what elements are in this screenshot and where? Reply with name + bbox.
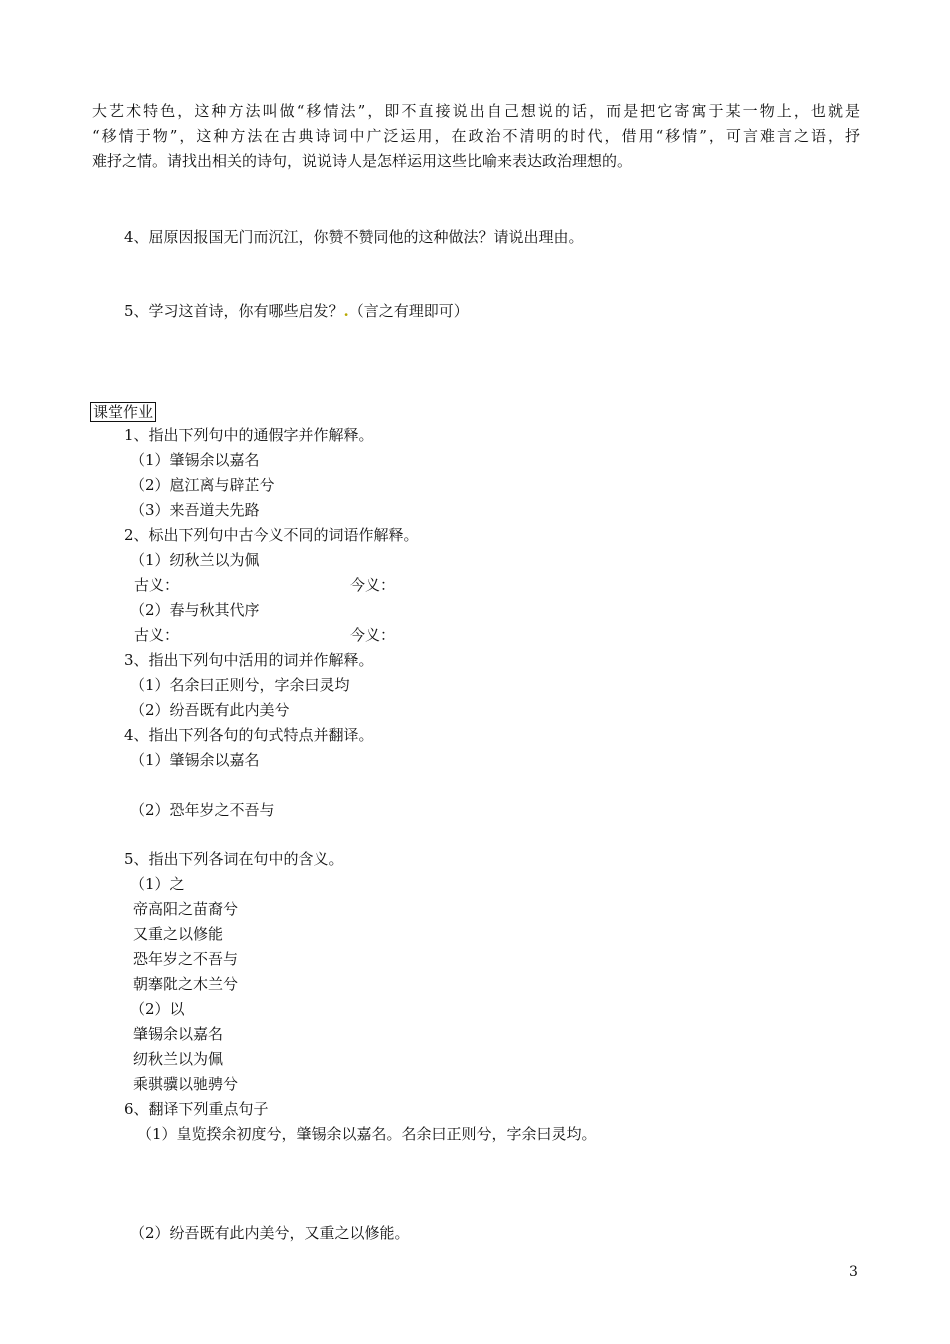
hw-6-item-1: （1）皇览揆余初度兮，肇锡余以嘉名。名余曰正则兮，字余曰灵均。	[137, 1125, 597, 1143]
hw-5-group-1: （1）之	[130, 875, 185, 893]
hw-section-4-title: 4、指出下列各句的句式特点并翻译。	[124, 726, 374, 744]
hw-5-g2-item-3: 乘骐骥以驰骋兮	[133, 1075, 239, 1093]
hw-1-item-2: （2）扈江离与辟芷兮	[130, 476, 275, 494]
hw-5-g2-item-1: 肇锡余以嘉名	[133, 1025, 224, 1043]
highlight-dot: .	[343, 302, 349, 320]
homework-title: 课堂作业	[90, 402, 156, 422]
question-5	[124, 301, 469, 321]
hw-2-jin-label-2: 今义：	[350, 626, 396, 644]
intro-line-2: “移情于物”，这种方法在古典诗词中广泛运用，在政治不清明的时代，借用“移情”，可言难言之语，抒	[92, 127, 860, 145]
hw-1-item-3: （3）来吾道夫先路	[130, 501, 260, 519]
hw-6-item-2: （2）纷吾既有此内美兮，又重之以修能。	[130, 1224, 410, 1242]
hw-section-3-title: 3、指出下列句中活用的词并作解释。	[124, 651, 374, 669]
hw-2-item-1: （1）纫秋兰以为佩	[130, 551, 260, 569]
hw-5-g1-item-1: 帝高阳之苗裔兮	[133, 900, 239, 918]
hw-4-item-2: （2）恐年岁之不吾与	[130, 801, 275, 819]
page-number: 3	[849, 1264, 858, 1280]
hw-5-g1-item-4: 朝搴阰之木兰兮	[133, 975, 239, 993]
question-5-note: （言之有理即可）	[348, 302, 469, 320]
hw-5-g2-item-2: 纫秋兰以为佩	[133, 1050, 224, 1068]
hw-3-item-1: （1）名余曰正则兮，字余曰灵均	[130, 676, 350, 694]
hw-1-item-1: （1）肇锡余以嘉名	[130, 451, 260, 469]
question-4: 4、屈原因报国无门而沉江，你赞不赞同他的这种做法？请说出理由。	[124, 228, 584, 246]
hw-5-g1-item-2: 又重之以修能	[133, 925, 224, 943]
hw-2-jin-label-1: 今义：	[350, 576, 396, 594]
hw-2-item-2: （2）春与秋其代序	[130, 601, 260, 619]
intro-line-1: 大艺术特色，这种方法叫做“移情法”，即不直接说出自己想说的话，而是把它寄寓于某一物上，也就是	[92, 102, 860, 120]
intro-line-3: 难抒之情。请找出相关的诗句，说说诗人是怎样运用这些比喻来表达政治理想的。	[92, 152, 633, 170]
hw-5-group-2: （2）以	[130, 1000, 185, 1018]
hw-4-item-1: （1）肇锡余以嘉名	[130, 751, 260, 769]
hw-3-item-2: （2）纷吾既有此内美兮	[130, 701, 290, 719]
question-5-text: 5、学习这首诗，你有哪些启发？	[124, 302, 344, 320]
hw-2-gu-label-1: 古义：	[134, 576, 180, 594]
hw-section-2-title: 2、标出下列句中古今义不同的词语作解释。	[124, 526, 419, 544]
hw-2-gu-label-2: 古义：	[134, 626, 180, 644]
hw-section-6-title: 6、翻译下列重点句子	[124, 1100, 269, 1118]
hw-section-1-title: 1、指出下列句中的通假字并作解释。	[124, 426, 374, 444]
hw-5-g1-item-3: 恐年岁之不吾与	[133, 950, 239, 968]
hw-section-5-title: 5、指出下列各词在句中的含义。	[124, 850, 344, 868]
